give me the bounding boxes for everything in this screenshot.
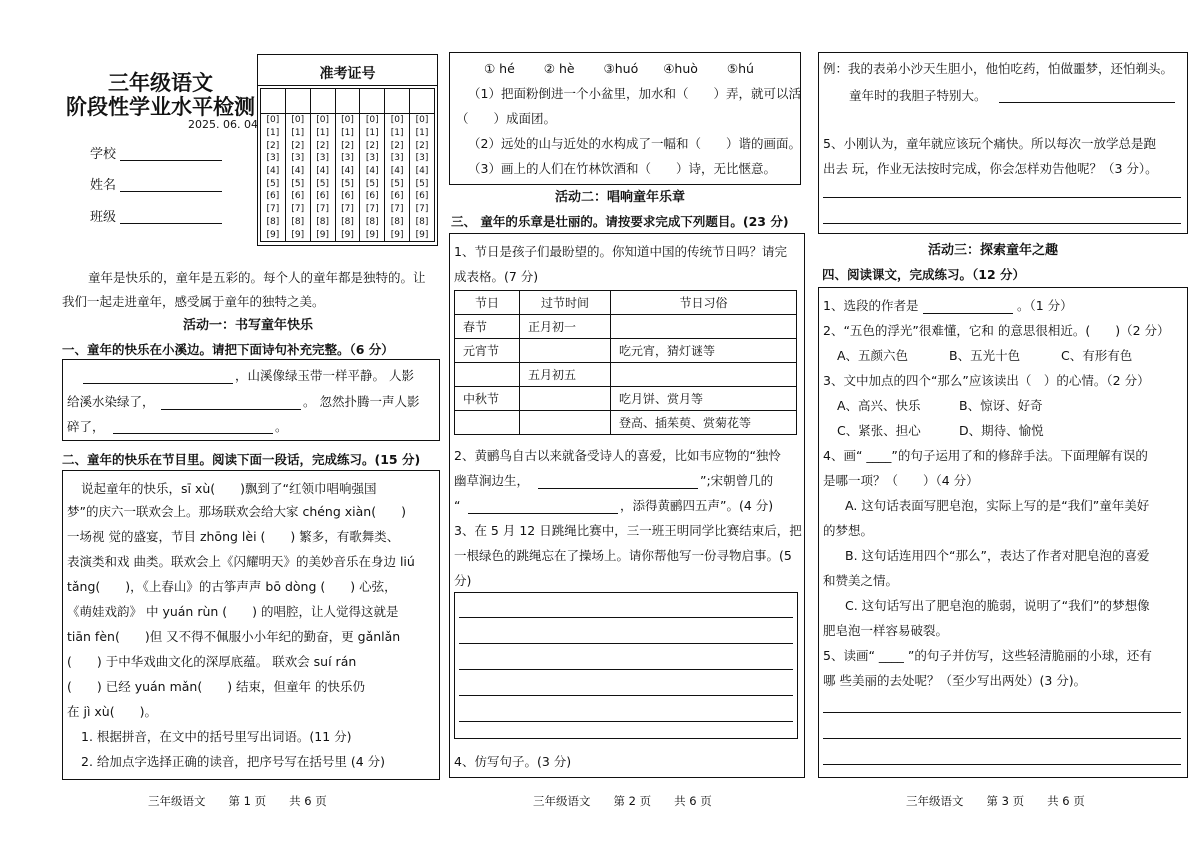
passage-line: ( ) 于中华戏曲文化的深厚底蕴。 联欢会 suí rán: [67, 654, 357, 669]
pronunciation-line: （3）画上的人们在竹林饮酒和（ ）诗，无比惬意。: [468, 161, 776, 176]
school-field[interactable]: [120, 159, 222, 161]
q3-option[interactable]: D、期待、愉悦: [959, 423, 1044, 438]
digit-bubble[interactable]: [8]: [360, 216, 385, 229]
digit-bubble[interactable]: [7]: [385, 203, 410, 216]
q4-option-c[interactable]: C. 这句话写出了肥皂泡的脆弱，说明了“我们”的梦想像: [845, 598, 1150, 613]
passage-line: tiān fèn( )但 又不得不佩服小小年纪的勤奋，更 gǎnlǎn: [67, 629, 401, 644]
section-2-title: 二、童年的快乐在节目里。阅读下面一段话，完成练习。(15 分): [62, 452, 421, 467]
digit-bubble[interactable]: [3]: [385, 152, 410, 165]
digit-bubble[interactable]: [3]: [360, 152, 385, 165]
table-cell: 元宵节: [455, 339, 520, 363]
digit-bubble[interactable]: [5]: [310, 177, 335, 190]
digit-bubble[interactable]: [7]: [310, 203, 335, 216]
table-cell: 中秋节: [455, 387, 520, 411]
activity-3-heading: 活动三：探索童年之趣: [928, 243, 1059, 258]
reading-q1a: 1、选段的作者是: [823, 298, 919, 313]
digit-bubble[interactable]: [4]: [360, 165, 385, 178]
table-header-cell: 节日: [455, 291, 520, 315]
table-cell-blank[interactable]: [611, 363, 797, 387]
poem-question-line3b: ，添得黄鹂四五声”。(4 分): [620, 498, 774, 513]
digit-bubble[interactable]: [5]: [385, 177, 410, 190]
poem-answer-blank-2[interactable]: [468, 512, 618, 514]
reading-q5-line1: 5、读画“ ____ ”的句子并仿写，这些轻清脆丽的小球，还有: [823, 648, 1152, 663]
notice-question-line2: 一根绿色的跳绳忘在了操场上。请你帮他写一份寻物启事。(5: [454, 548, 792, 563]
digit-write-cell[interactable]: [335, 89, 360, 114]
reading-q4-line2: 是哪一项？（ ）（4 分）: [823, 473, 979, 488]
reading-q2: 2、“五色的浮光”很难懂，它和 的意思很相近。( )（2 分）: [823, 323, 1170, 338]
activity-2-heading: 活动二：唱响童年乐章: [555, 190, 686, 205]
digit-bubble[interactable]: [6]: [360, 190, 385, 203]
festival-table-header: [455, 291, 797, 315]
digit-bubble[interactable]: [1]: [360, 127, 385, 140]
digit-bubble[interactable]: [9]: [261, 228, 286, 241]
digit-bubble[interactable]: [0]: [261, 114, 286, 127]
table-row: [455, 411, 797, 435]
digit-bubble[interactable]: [2]: [385, 139, 410, 152]
table-row: [455, 363, 797, 387]
page-3-footer: 三年级语文 第 3 页 共 6 页: [906, 794, 1085, 808]
lost-notice-writing-box[interactable]: [454, 592, 798, 739]
digit-bubble[interactable]: [5]: [285, 177, 310, 190]
page-3-top-box: [818, 52, 1188, 234]
digit-bubble[interactable]: [0]: [385, 114, 410, 127]
poem-question-line2a: 幽草涧边生，: [454, 473, 530, 488]
digit-bubble[interactable]: [0]: [335, 114, 360, 127]
digit-bubble[interactable]: [9]: [385, 228, 410, 241]
digit-bubble[interactable]: [9]: [285, 228, 310, 241]
digit-bubble[interactable]: [2]: [360, 139, 385, 152]
section-1-box: [62, 359, 440, 441]
poem-answer-blank-1[interactable]: [538, 487, 698, 489]
digit-bubble[interactable]: [0]: [285, 114, 310, 127]
q2-option[interactable]: B、五光十色: [949, 348, 1021, 363]
q5-answer-line[interactable]: [823, 738, 1181, 739]
digit-bubble[interactable]: [4]: [385, 165, 410, 178]
exam-date: 2025. 06. 04: [188, 118, 258, 131]
pronunciation-options: ① hé ② hè ③huó ④huò ⑤hú: [484, 61, 754, 76]
digit-write-cell[interactable]: [385, 89, 410, 114]
digit-bubble[interactable]: [9]: [360, 228, 385, 241]
pronunciation-box: [449, 52, 801, 185]
author-blank[interactable]: [923, 312, 1013, 314]
question-2-instruction: 2. 给加点字选择正确的读音，把序号写在括号里 (4 分): [81, 754, 386, 769]
passage-line: 在 jì xù( )。: [67, 704, 157, 719]
digit-bubble[interactable]: [7]: [285, 203, 310, 216]
advice-answer-line[interactable]: [823, 223, 1181, 224]
intro-line-2: 我们一起走进童年，感受属于童年的独特之美。: [62, 294, 325, 309]
digit-bubble[interactable]: [6]: [285, 190, 310, 203]
passage-line: 表演类和戏 曲类。联欢会上《闪耀明天》的美妙音乐在身边 liú: [67, 554, 415, 569]
digit-bubble[interactable]: [7]: [261, 203, 286, 216]
table-row: [455, 339, 797, 363]
digit-bubble[interactable]: [6]: [261, 190, 286, 203]
table-row: [455, 315, 797, 339]
digit-bubble[interactable]: [0]: [410, 114, 435, 127]
section-4-title: 四、阅读课文，完成练习。（12 分）: [822, 267, 1025, 282]
school-label: 学校: [90, 147, 117, 162]
digit-bubble[interactable]: [4]: [310, 165, 335, 178]
exam-title-line1: 三年级语文: [108, 71, 213, 95]
table-cell-blank[interactable]: [455, 411, 520, 435]
digit-bubble[interactable]: [0]: [360, 114, 385, 127]
digit-bubble[interactable]: [9]: [335, 228, 360, 241]
question-1-instruction: 1. 根据拼音，在文中的括号里写出词语。(11 分): [81, 729, 352, 744]
digit-bubble[interactable]: [8]: [310, 216, 335, 229]
passage-line: 说起童年的快乐，sī xù( )飘到了“红领巾唱响强国: [81, 481, 377, 496]
passage-line: 梦”的庆六一联欢会上。那场联欢会给大家 chéng xiàn( ): [67, 504, 406, 519]
table-cell-blank[interactable]: [520, 339, 611, 363]
exam-title-line2: 阶段性学业水平检测: [66, 95, 255, 119]
digit-bubble[interactable]: [6]: [385, 190, 410, 203]
digit-write-cell[interactable]: [310, 89, 335, 114]
notice-question-line3: 分): [454, 573, 472, 588]
class-field[interactable]: [120, 222, 222, 224]
q4-option-b-cont: 和赞美之情。: [823, 573, 899, 588]
q3-option[interactable]: A、高兴、快乐: [837, 398, 921, 413]
section-3-box: [449, 233, 805, 778]
admission-number-box: [257, 54, 438, 246]
table-cell: 正月初一: [520, 315, 611, 339]
advice-question-line1: 5、小刚认为，童年就应该玩个痛快。所以每次一放学总是跑: [823, 136, 1156, 151]
imitation-example: 例：我的表弟小沙天生胆小，他怕吃药，怕做噩梦，还怕剃头。: [823, 61, 1174, 76]
page-2: [445, 0, 810, 847]
admission-grid-table[interactable]: [260, 88, 435, 242]
passage-line: 一场视 觉的盛宴，节目 zhōng lèi ( ) 繁多，有歌舞类、: [67, 529, 400, 544]
passage-line: tǎng( )，《上春山》的古筝声声 bō dòng ( ) 心弦，: [67, 579, 397, 594]
admission-number-title: 准考证号: [319, 66, 376, 82]
festival-table: [454, 290, 797, 435]
q4-option-a[interactable]: A. 这句话表面写肥皂泡，实际上写的是“我们”童年美好: [845, 498, 1150, 513]
digit-bubble[interactable]: [9]: [410, 228, 435, 241]
table-cell-blank[interactable]: [520, 411, 611, 435]
table-cell: 吃月饼、赏月等: [611, 387, 797, 411]
q4-option-b[interactable]: B. 这句话连用四个“那么”，表达了作者对肥皂泡的喜爱: [845, 548, 1150, 563]
poem-question-line3a: “: [454, 498, 461, 513]
table-row: [455, 387, 797, 411]
digit-bubble[interactable]: [1]: [285, 127, 310, 140]
digit-bubble[interactable]: [1]: [335, 127, 360, 140]
pronunciation-line: （ ）成面团。: [456, 111, 557, 126]
section-2-box: [62, 470, 440, 780]
digit-bubble[interactable]: [5]: [335, 177, 360, 190]
section-4-box: [818, 287, 1188, 778]
q5-answer-line[interactable]: [823, 712, 1181, 713]
advice-question-line2: 出去 玩，作业无法按时完成，你会怎样劝告他呢？（3 分）。: [823, 161, 1158, 176]
poem-line-2a: 给溪水染绿了，: [67, 394, 155, 409]
notice-question-line1: 3、在 5 月 12 日跳绳比赛中，三一班王明同学比赛结束后，把: [454, 523, 802, 538]
digit-bubble[interactable]: [6]: [335, 190, 360, 203]
q4-option-a-cont: 的梦想。: [823, 523, 874, 538]
table-cell: 五月初五: [520, 363, 611, 387]
digit-bubble[interactable]: [2]: [261, 139, 286, 152]
digit-bubble[interactable]: [6]: [410, 190, 435, 203]
poem-blank-3[interactable]: [113, 432, 273, 434]
digit-bubble[interactable]: [1]: [261, 127, 286, 140]
intro-line-1: 童年是快乐的，童年是五彩的。每个人的童年都是独特的。让: [88, 270, 426, 285]
digit-bubble[interactable]: [5]: [410, 177, 435, 190]
name-field[interactable]: [120, 190, 222, 192]
table-cell: 登高、插茱萸、赏菊花等: [611, 411, 797, 435]
poem-blank-2[interactable]: [161, 408, 301, 410]
digit-bubble[interactable]: [2]: [310, 139, 335, 152]
digit-bubble[interactable]: [3]: [261, 152, 286, 165]
table-cell-blank[interactable]: [520, 387, 611, 411]
poem-question-line2b: ”;宋朝曾几的: [700, 473, 774, 488]
digit-bubble[interactable]: [7]: [360, 203, 385, 216]
section-3-title: 三、 童年的乐章是壮丽的。请按要求完成下列题目。(23 分): [451, 214, 789, 229]
digit-bubble[interactable]: [5]: [360, 177, 385, 190]
passage-line: ( ) 已经 yuán mǎn( ) 结束，但童年 的快乐仍: [67, 679, 366, 694]
poem-blank-1[interactable]: [83, 382, 233, 384]
digit-bubble[interactable]: [2]: [285, 139, 310, 152]
digit-bubble[interactable]: [2]: [335, 139, 360, 152]
digit-write-cell[interactable]: [410, 89, 435, 114]
table-cell-blank[interactable]: [455, 363, 520, 387]
reading-q3: 3、文中加点的四个“那么”应该读出（ ）的心情。（2 分）: [823, 373, 1150, 388]
imitation-example-2: 童年时的我胆子特别大。: [849, 88, 987, 103]
poem-line-2b: 。 忽然扑腾一声人影: [303, 394, 420, 409]
q3-option[interactable]: B、惊讶、好奇: [959, 398, 1043, 413]
q4-option-c-cont: 肥皂泡一样容易破裂。: [823, 623, 949, 638]
digit-bubble[interactable]: [0]: [310, 114, 335, 127]
class-label: 班级: [90, 210, 117, 225]
page-3: [810, 0, 1200, 847]
page-1: [0, 0, 445, 847]
poem-question-line1: 2、黄鹂鸟自古以来就备受诗人的喜爱，比如韦应物的“独怜: [454, 448, 781, 463]
poem-line-3: 碎了，: [67, 419, 105, 434]
digit-bubble[interactable]: [4]: [261, 165, 286, 178]
reading-q1b: 。（1 分）: [1017, 298, 1073, 313]
digit-bubble[interactable]: [3]: [310, 152, 335, 165]
page-2-footer: 三年级语文 第 2 页 共 6 页: [533, 794, 712, 808]
reading-q4-line1: 4、画“ ____”的句子运用了和的修辞手法。下面理解有误的: [823, 448, 1148, 463]
q2-option[interactable]: C、有形有色: [1061, 348, 1133, 363]
festival-question-line1: 1、节日是孩子们最盼望的。你知道中国的传统节日吗？请完: [454, 244, 787, 259]
digit-bubble[interactable]: [4]: [285, 165, 310, 178]
digit-bubble[interactable]: [2]: [410, 139, 435, 152]
digit-bubble[interactable]: [8]: [261, 216, 286, 229]
pronunciation-line: （2）远处的山与近处的水构成了一幅和（ ）谐的画面。: [468, 136, 801, 151]
page-1-footer: 三年级语文 第 1 页 共 6 页: [148, 794, 327, 808]
admission-digit-grid[interactable]: [260, 88, 435, 242]
digit-bubble[interactable]: [7]: [335, 203, 360, 216]
digit-bubble[interactable]: [4]: [335, 165, 360, 178]
reading-q5-line2: 哪 些美丽的去处呢？（至少写出两处）(3 分)。: [823, 673, 1087, 688]
q3-option[interactable]: C、紧张、担心: [837, 423, 921, 438]
passage-line: 《萌娃戏韵》 中 yuán rùn ( ) 的唱腔，让人觉得这就是: [67, 604, 399, 619]
advice-answer-line[interactable]: [823, 197, 1181, 198]
digit-bubble[interactable]: [7]: [410, 203, 435, 216]
name-label: 姓名: [90, 178, 117, 193]
digit-bubble[interactable]: [8]: [285, 216, 310, 229]
digit-bubble[interactable]: [1]: [310, 127, 335, 140]
digit-bubble[interactable]: [1]: [410, 127, 435, 140]
table-cell: 吃元宵，猜灯谜等: [611, 339, 797, 363]
digit-bubble[interactable]: [8]: [385, 216, 410, 229]
digit-bubble[interactable]: [3]: [285, 152, 310, 165]
digit-write-cell[interactable]: [360, 89, 385, 114]
digit-bubble[interactable]: [4]: [410, 165, 435, 178]
imitation-question: 4、仿写句子。(3 分): [454, 754, 572, 769]
section-1-title: 一、童年的快乐在小溪边。请把下面诗句补充完整。（6 分）: [62, 342, 394, 357]
digit-bubble[interactable]: [5]: [261, 177, 286, 190]
digit-bubble[interactable]: [8]: [335, 216, 360, 229]
digit-bubble[interactable]: [6]: [310, 190, 335, 203]
festival-question-line2: 成表格。(7 分): [454, 269, 539, 284]
digit-bubble[interactable]: [3]: [335, 152, 360, 165]
activity-1-heading: 活动一：书写童年快乐: [183, 318, 314, 333]
digit-bubble[interactable]: [1]: [385, 127, 410, 140]
digit-bubble[interactable]: [9]: [310, 228, 335, 241]
q2-option[interactable]: A、五颜六色: [837, 348, 909, 363]
pronunciation-line: （1）把面粉倒进一个小盆里，加水和（ ）弄，就可以活: [468, 86, 801, 101]
digit-write-cell[interactable]: [285, 89, 310, 114]
digit-write-cell[interactable]: [261, 89, 286, 114]
poem-line-3-end: 。: [275, 419, 288, 434]
poem-line-1: ，山溪像绿玉带一样平静。 人影: [235, 368, 414, 383]
q5-answer-line[interactable]: [823, 764, 1181, 765]
table-header-cell: 节日习俗: [611, 291, 797, 315]
digit-bubble[interactable]: [8]: [410, 216, 435, 229]
imitation-answer-blank[interactable]: [999, 101, 1175, 103]
table-header-cell: 过节时间: [520, 291, 611, 315]
table-cell: 春节: [455, 315, 520, 339]
table-cell-blank[interactable]: [611, 315, 797, 339]
digit-bubble[interactable]: [3]: [410, 152, 435, 165]
